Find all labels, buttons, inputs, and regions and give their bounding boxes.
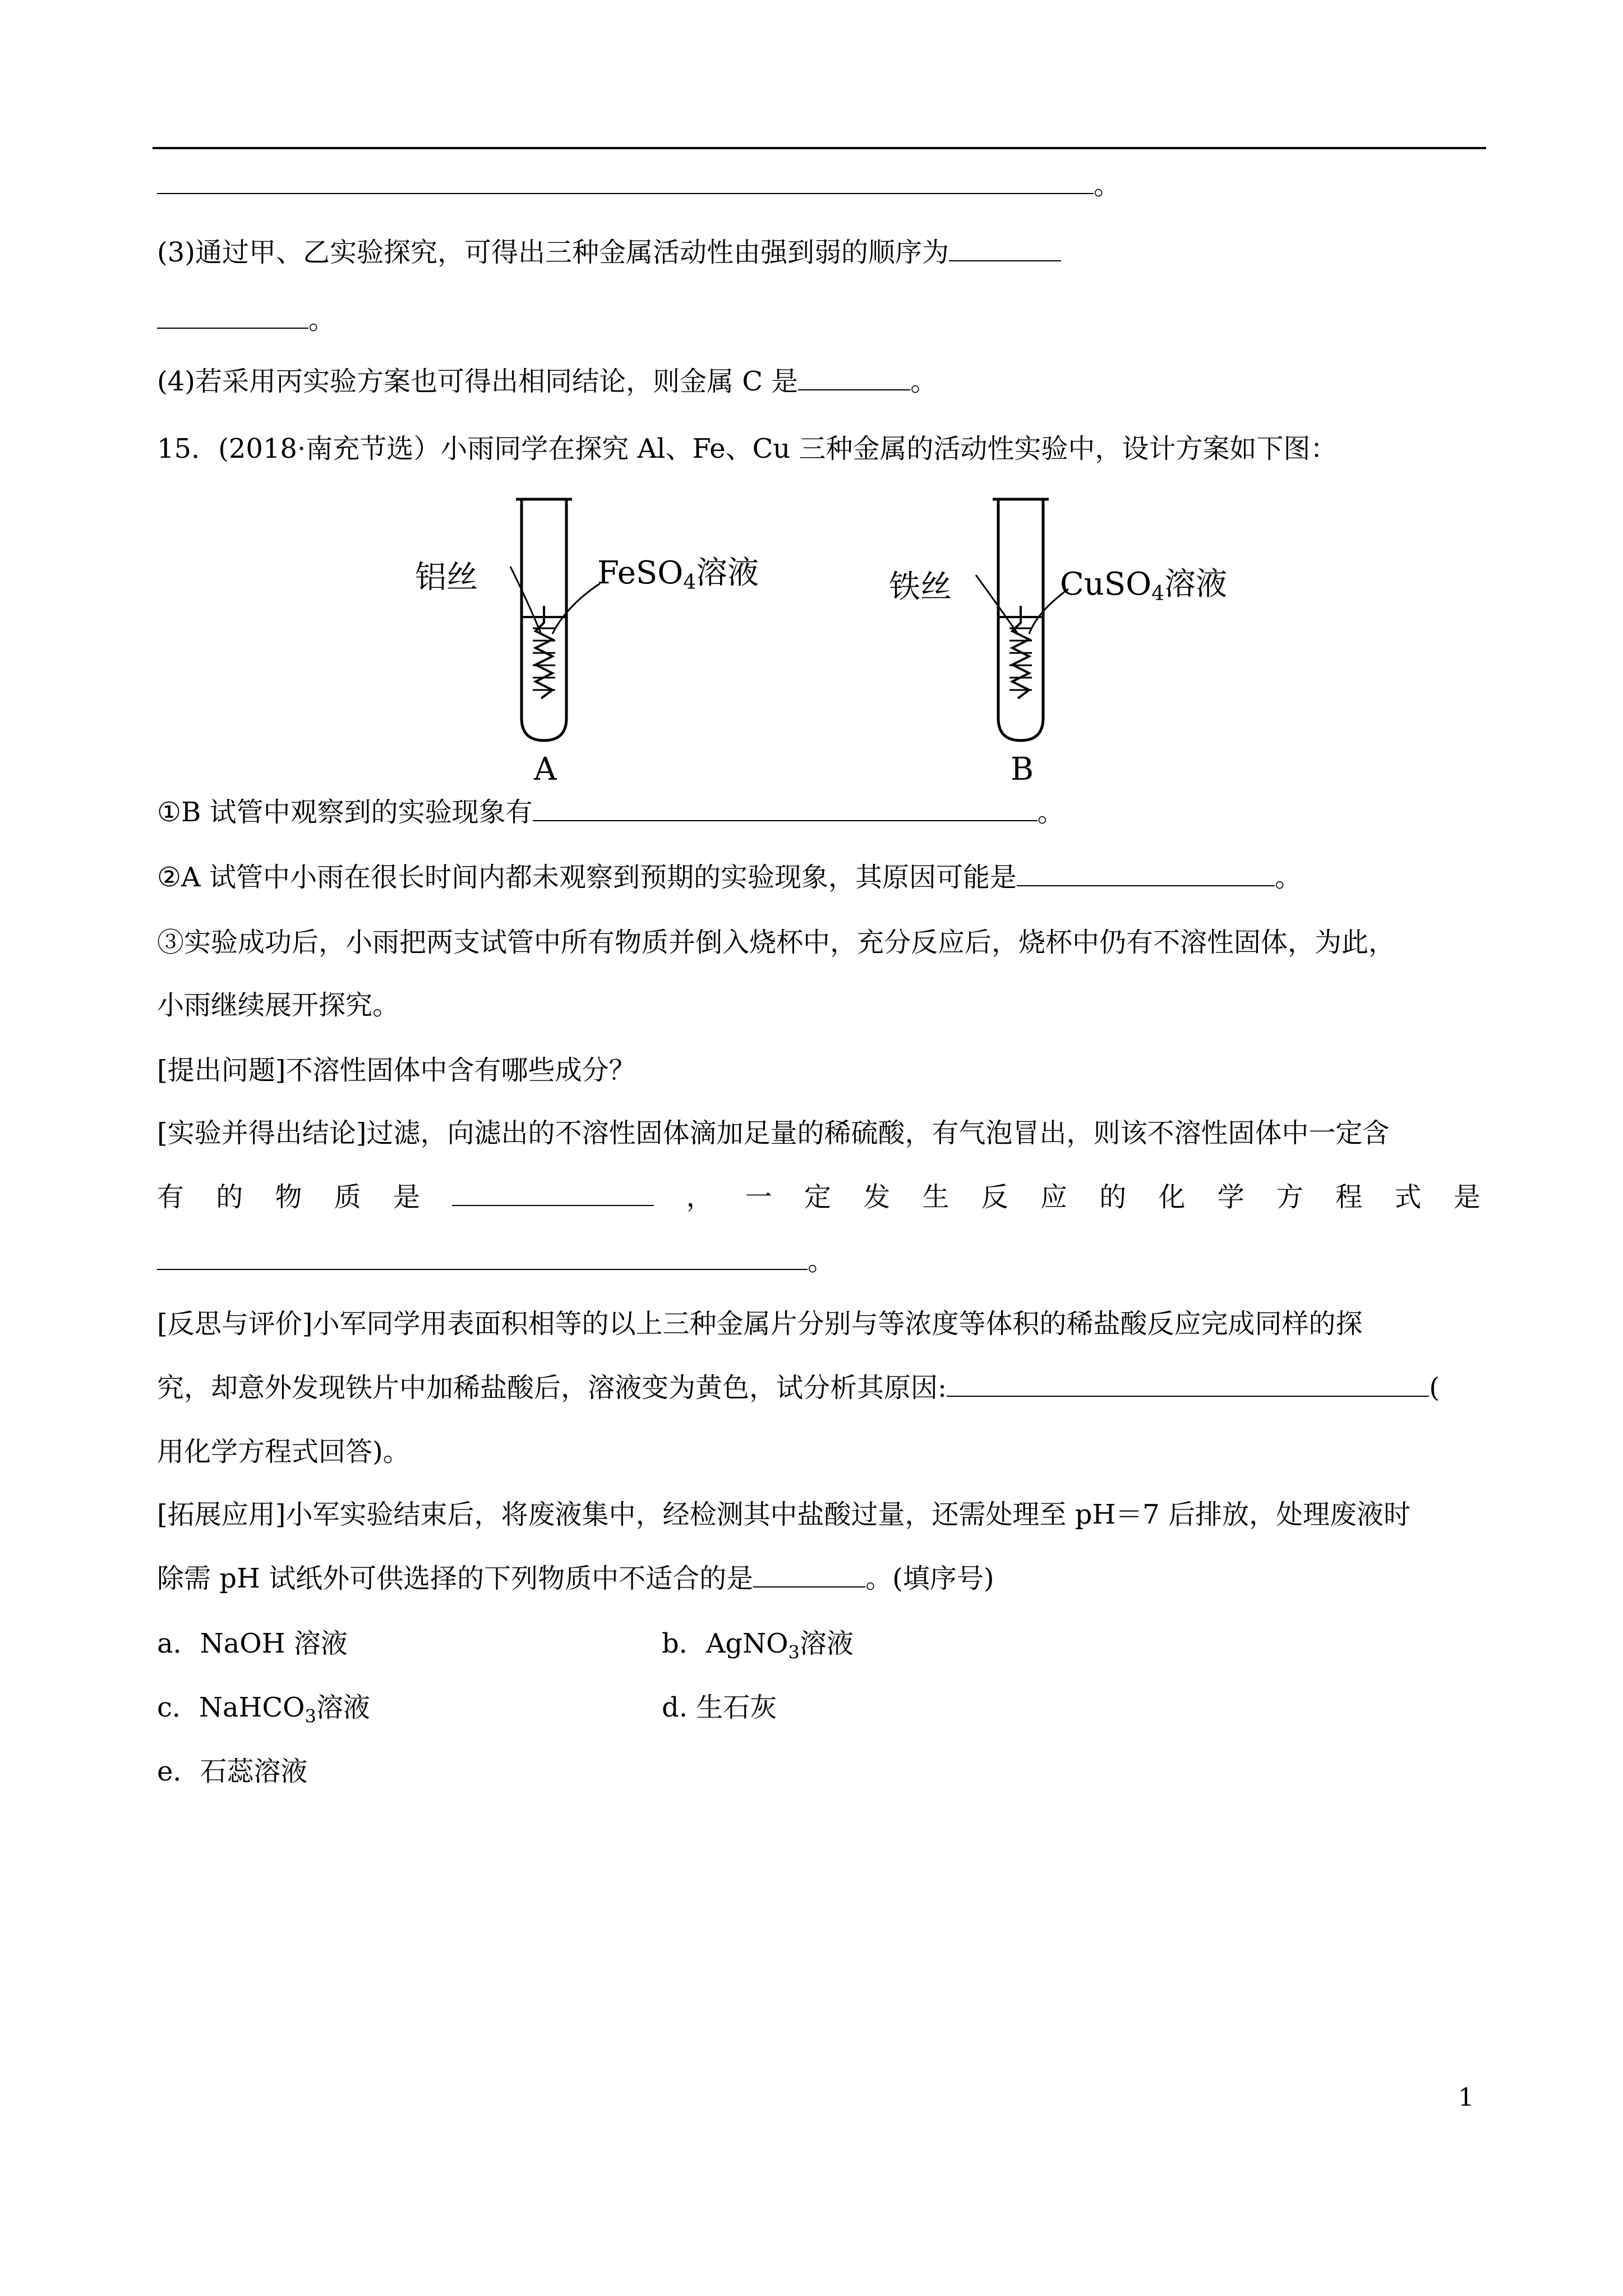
experiment-conclusion: [实验并得出结论]过滤，向滤出的不溶性固体滴加足量的稀硫酸，有气泡冒出，则该不溶性固体中一定含 <box>157 1117 1390 1149</box>
tube-b-wire-label: 铁丝 <box>889 569 952 605</box>
answer-blank[interactable] <box>753 1562 865 1588</box>
sub-question-3-line2: 小雨继续展开探究。 <box>157 990 400 1021</box>
answer-blank[interactable] <box>533 795 1038 821</box>
sub-question-3: ③实验成功后，小雨把两支试管中所有物质并倒入烧杯中，充分反应后，烧杯中仍有不溶性固体，为此， <box>157 927 1396 958</box>
question-3-continuation: 。 <box>157 303 335 337</box>
experiment-conclusion-line3: 。 <box>157 1244 834 1278</box>
problem-statement: [提出问题]不溶性固体中含有哪些成分？ <box>157 1055 636 1086</box>
tube-b-letter: B <box>1011 751 1034 785</box>
reflection-line3: 用化学方程式回答)。 <box>157 1436 410 1467</box>
option-row-ab <box>157 1627 854 1663</box>
option-row-e <box>157 1755 307 1788</box>
test-tube-diagram <box>381 494 1279 785</box>
header-rule <box>153 147 1486 149</box>
extension-application: [拓展应用]小军实验结束后，将废液集中，经检测其中盐酸过量，还需处理至 pH＝7 后排放，处理废液时 <box>157 1499 1411 1530</box>
test-tube-a <box>510 499 600 740</box>
option-row-cd <box>157 1691 777 1727</box>
reflection-line2: 究，却意外发现铁片中加稀盐酸后，溶液变为黄色，试分析其原因: ( <box>157 1372 1440 1404</box>
question-15-text: 15．(2018·南充节选）小雨同学在探究 Al、Fe、Cu 三种金属的活动性实验中，设计方案如下图： <box>157 433 1338 464</box>
tube-a-wire-label: 铝丝 <box>415 559 478 596</box>
tube-b-solution-label: CuSO4溶液 <box>1060 566 1228 605</box>
answer-blank[interactable] <box>1017 861 1275 886</box>
question-3-text: (3)通过甲、乙实验探究，可得出三种金属活动性由强到弱的顺序为 <box>157 237 949 268</box>
option-c: c．NaHCO$_3$溶液 <box>157 1692 370 1727</box>
option-e: e．石蕊溶液 <box>157 1756 308 1787</box>
question-4: (4)若采用丙实验方案也可得出相同结论，则金属 C 是 。 <box>157 366 938 397</box>
extension-application-line2: 除需 pH 试纸外可供选择的下列物质中不适合的是 。(填序号) <box>157 1563 994 1594</box>
tube-a-solution-label: FeSO4溶液 <box>597 555 759 594</box>
experiment-conclusion-line2: 有 的 物 质 是 ， 一 定 发 生 反 应 的 化 学 方 程 式 是 <box>157 1181 1481 1213</box>
question-15 <box>157 432 1337 466</box>
answer-blank[interactable] <box>157 168 1094 194</box>
question-3 <box>157 236 1061 269</box>
option-a: a．NaOH 溶液 <box>157 1628 348 1659</box>
page-number: 1 <box>1458 2083 1474 2112</box>
option-b: b．AgNO$_3$溶液 <box>662 1628 854 1663</box>
answer-blank[interactable] <box>157 303 308 329</box>
sub-question-2: ②A 试管中小雨在很长时间内都未观察到预期的实验现象，其原因可能是 。 <box>157 862 1302 893</box>
question-4-text: (4)若采用丙实验方案也可得出相同结论，则金属 C 是 <box>157 366 799 397</box>
reflection: [反思与评价]小军同学用表面积相等的以上三种金属片分别与等浓度等体积的稀盐酸反应完成同样的探 <box>157 1308 1363 1340</box>
answer-line-continuation: 。 <box>157 168 1121 202</box>
test-tube-figure <box>381 494 1279 785</box>
answer-blank[interactable] <box>452 1180 654 1206</box>
answer-blank[interactable] <box>798 365 910 390</box>
answer-blank[interactable] <box>157 1244 808 1270</box>
answer-blank[interactable] <box>947 1371 1429 1397</box>
sub-question-1: ①B 试管中观察到的实验现象有 。 <box>157 797 1064 828</box>
option-d: d. 生石灰 <box>662 1692 777 1723</box>
test-tube-b <box>976 499 1068 740</box>
answer-blank[interactable] <box>949 236 1061 261</box>
tube-a-letter: A <box>534 751 557 785</box>
